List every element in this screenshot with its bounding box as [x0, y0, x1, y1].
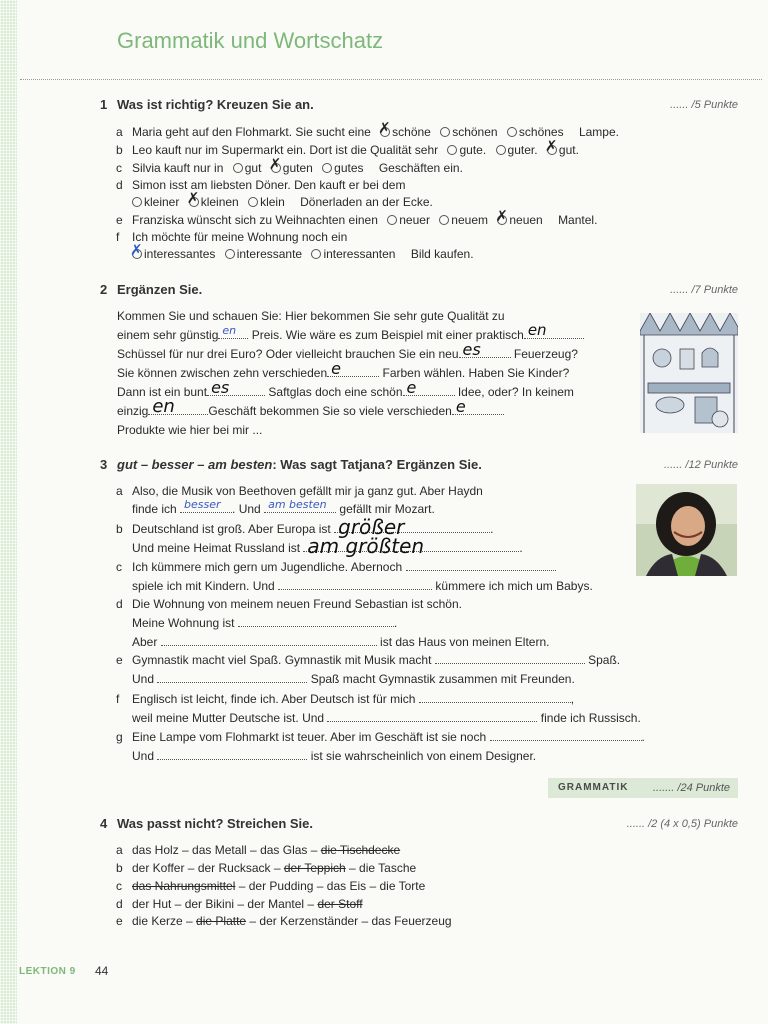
footer-lektion: LEKTION 9: [19, 966, 76, 977]
market-stall-illustration: [640, 313, 738, 433]
gap-input[interactable]: [435, 651, 585, 664]
section-1-heading: 1 Was ist richtig? Kreuzen Sie an.: [100, 97, 314, 112]
gap-input[interactable]: am größten: [303, 539, 519, 552]
checkbox[interactable]: [507, 127, 517, 137]
checkbox[interactable]: [132, 197, 142, 207]
gap-input[interactable]: e: [327, 364, 379, 377]
grammatik-score-box: GRAMMATIK ....... /24 Punkte: [548, 778, 738, 798]
gap-input[interactable]: besser: [180, 500, 232, 513]
gap-input[interactable]: e: [403, 383, 455, 396]
checkbox[interactable]: [322, 163, 332, 173]
gap-input[interactable]: en: [218, 326, 248, 339]
crossed-word: die Platte: [196, 914, 247, 928]
gap-input[interactable]: es: [207, 383, 265, 396]
title-divider: [20, 79, 762, 80]
gap-input[interactable]: [490, 728, 642, 741]
checkbox-checked[interactable]: [497, 215, 507, 225]
checkbox-checked[interactable]: [547, 145, 557, 155]
checkbox[interactable]: [496, 145, 506, 155]
gap-input[interactable]: [419, 690, 571, 703]
gap-input[interactable]: [157, 670, 307, 683]
gap-input[interactable]: [238, 614, 394, 627]
checkbox[interactable]: [311, 249, 321, 259]
checkbox-checked[interactable]: [132, 249, 142, 259]
gap-input[interactable]: [327, 709, 537, 722]
gap-input[interactable]: am besten: [264, 500, 336, 513]
crossed-word: der Stoff: [317, 897, 363, 911]
gap-input[interactable]: en: [148, 402, 208, 415]
ex2-text: Kommen Sie und schauen Sie: Hier bekommen Sie sehr gute Qualität zu einem sehr günstig en Preis. Wie wäre es zum Beispiel mit einer praktisch en Schüssel für nur drei Euro? Oder vielleicht brauchen Sie ein neu es Feuerzeug? Sie können zwischen zehn verschieden e Farben wählen. Haben Sie Kinder? Dann ist ein bunt es Saftglas doch eine schön e Idee, oder? In keinem einzig en Geschäft bekommen Sie so viele verschieden e Produkte wie hier bei mir ...: [117, 307, 627, 440]
gap-input[interactable]: größer: [334, 520, 490, 533]
section-3-points: ...... /12 Punkte: [664, 459, 738, 471]
checkbox[interactable]: [440, 127, 450, 137]
section-1-points: ...... /5 Punkte: [670, 99, 738, 111]
section-3-heading: 3 gut – besser – am besten: Was sagt Tatjana? Ergänzen Sie.: [100, 457, 482, 472]
checkbox[interactable]: [387, 215, 397, 225]
gap-input[interactable]: en: [524, 326, 584, 339]
gap-input[interactable]: [278, 577, 432, 590]
gap-input[interactable]: es: [459, 345, 511, 358]
gap-input[interactable]: [161, 633, 377, 646]
section-4-points: ...... /2 (4 x 0,5) Punkte: [626, 818, 738, 830]
crossed-word: das Nahrungsmittel: [132, 879, 236, 893]
page-number: 44: [95, 964, 109, 978]
checkbox[interactable]: [233, 163, 243, 173]
page-title: Grammatik und Wortschatz: [117, 28, 384, 53]
tatjana-photo: [636, 484, 737, 576]
gap-input[interactable]: [406, 558, 556, 571]
gap-input[interactable]: [157, 747, 307, 760]
crossed-word: die Tischdecke: [320, 843, 401, 857]
checkbox[interactable]: [225, 249, 235, 259]
section-2-points: ...... /7 Punkte: [670, 284, 738, 296]
crossed-word: der Teppich: [283, 861, 346, 875]
gap-input[interactable]: e: [452, 402, 504, 415]
checkbox[interactable]: [248, 197, 258, 207]
checkbox-checked[interactable]: [271, 163, 281, 173]
section-4-heading: 4 Was passt nicht? Streichen Sie.: [100, 816, 314, 831]
checkbox-checked[interactable]: [189, 197, 199, 207]
checkbox-checked[interactable]: [380, 127, 390, 137]
checkbox[interactable]: [447, 145, 457, 155]
section-2-heading: 2 Ergänzen Sie.: [100, 282, 203, 297]
side-pattern-strip: [0, 0, 17, 1024]
checkbox[interactable]: [439, 215, 449, 225]
